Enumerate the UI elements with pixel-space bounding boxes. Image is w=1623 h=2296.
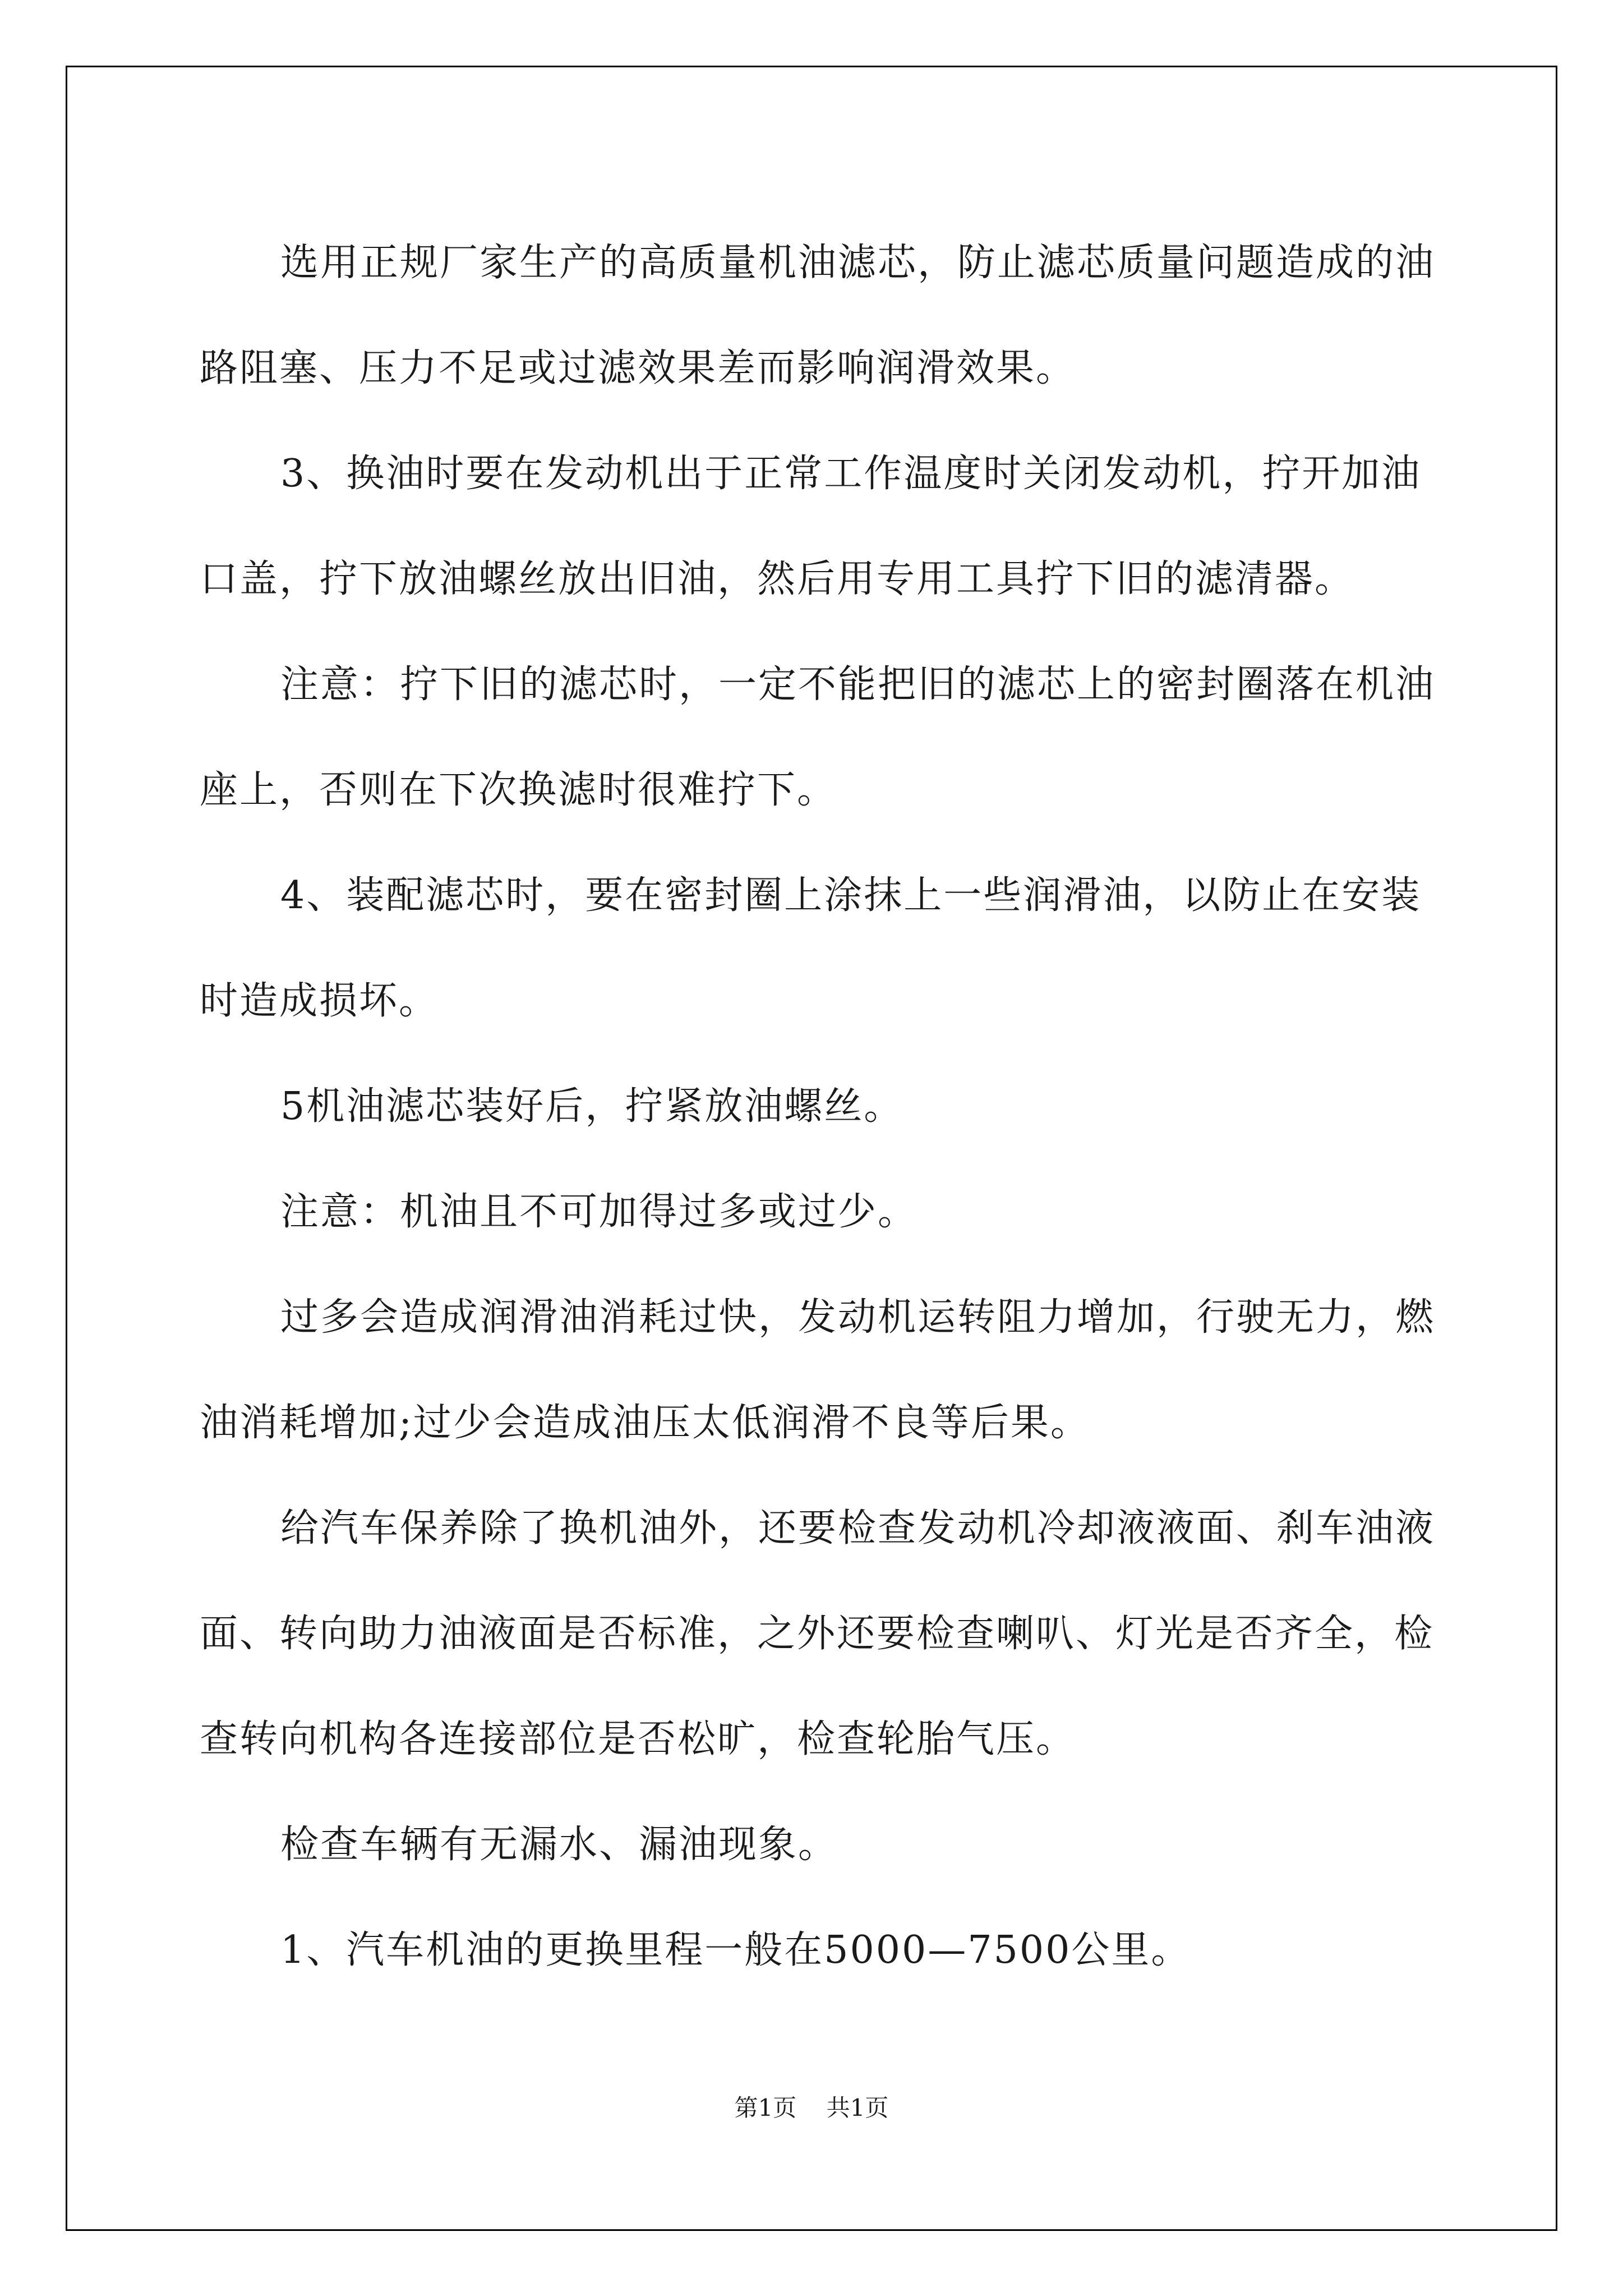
paragraph: 注意：机油且不可加得过多或过少。 xyxy=(280,1190,918,1234)
paragraph: 5机油滤芯装好后，拧紧放油螺丝。 xyxy=(280,1084,904,1129)
paragraph: 注意：拧下旧的滤芯时，一定不能把旧的滤芯上的密封圈落在机油座上，否则在下次换滤时很难拧下。 xyxy=(200,662,1436,812)
page-number-current: 第1页 xyxy=(734,2094,797,2122)
document-body xyxy=(200,210,1439,2003)
paragraph: 4、装配滤芯时，要在密封圈上涂抹上一些润滑油，以防止在安装时造成损坏。 xyxy=(200,873,1422,1023)
page-number-total: 共1页 xyxy=(826,2094,889,2122)
paragraph: 给汽车保养除了换机油外，还要检查发动机冷却液液面、刹车油液面、转向助力油液面是否标准，之外还要检查喇叭、灯光是否齐全，检查转向机构各连接部位是否松旷，检查轮胎气压。 xyxy=(200,1506,1436,1761)
page-footer xyxy=(0,2090,1623,2123)
paragraph: 1、汽车机油的更换里程一般在5000—7500公里。 xyxy=(280,1928,1191,1972)
paragraph: 检查车辆有无漏水、漏油现象。 xyxy=(280,1823,838,1867)
paragraph: 过多会造成润滑油消耗过快，发动机运转阻力增加，行驶无力，燃油消耗增加;过少会造成油压太低润滑不良等后果。 xyxy=(200,1295,1436,1445)
paragraph: 选用正规厂家生产的高质量机油滤芯，防止滤芯质量问题造成的油路阻塞、压力不足或过滤效果差而影响润滑效果。 xyxy=(200,241,1436,390)
paragraph: 3、换油时要在发动机出于正常工作温度时关闭发动机，拧开加油口盖，拧下放油螺丝放出旧油，然后用专用工具拧下旧的滤清器。 xyxy=(200,452,1422,601)
